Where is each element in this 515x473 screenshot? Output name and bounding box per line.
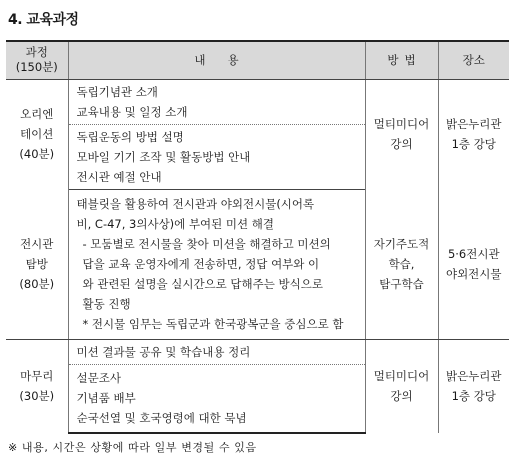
header-course-label: 과정 [25, 45, 48, 60]
course-name-line: 마무리 [20, 369, 54, 384]
table-row [6, 79, 509, 124]
header-course [6, 41, 68, 79]
course-time: (30분) [19, 389, 55, 404]
header-content: 내용 [68, 41, 365, 79]
content-cell [68, 79, 365, 124]
content-line: 와 관련된 설명을 실시간으로 답해주는 방식으로 [82, 277, 323, 291]
course-name-line: 오리엔 [20, 107, 54, 122]
table-row [6, 339, 509, 364]
course-name-line: 탐방 [25, 256, 48, 271]
content-cell [68, 339, 365, 364]
method-cell [365, 79, 438, 189]
place-line: 1층 강당 [451, 389, 496, 404]
content-cell [68, 364, 365, 433]
method-line: 자기주도적 [373, 236, 430, 251]
place-line: 야외전시물 [445, 266, 502, 281]
section-title: 4. 교육과정 [8, 12, 79, 28]
course-time: (40분) [19, 147, 55, 162]
method-line: 탐구학습 [379, 276, 424, 291]
method-line: 강의 [390, 389, 413, 404]
content-line: 독립운동의 방법 설명 [76, 129, 184, 144]
place-cell [438, 79, 509, 189]
content-line: 미션 결과물 공유 및 학습내용 정리 [76, 344, 251, 359]
course-name-closing [6, 339, 68, 433]
content-line: 설문조사 [76, 371, 121, 386]
place-line: 밝은누리관 [445, 369, 502, 384]
content-line: 비, C-47, 3의사상)에 부여된 미션 해결 [76, 217, 275, 231]
curriculum-table [6, 40, 509, 434]
place-line: 밝은누리관 [445, 117, 502, 132]
method-cell [365, 189, 438, 339]
header-place: 장소 [438, 41, 509, 79]
method-line: 멀티미디어 [373, 117, 430, 132]
course-time: (80분) [19, 276, 55, 291]
content-line: 모바일 기기 조작 및 활동방법 안내 [76, 149, 251, 164]
content-line: 답을 교육 운영자에게 전송하면, 정답 여부와 이 [82, 257, 320, 271]
method-cell [365, 339, 438, 433]
content-line: 태블릿을 활용하여 전시관과 야외전시물(시어록 [76, 197, 315, 211]
course-name-exhibition [6, 189, 68, 339]
content-cell [68, 189, 365, 339]
table-header-row [6, 41, 509, 79]
content-note: * 전시물 임무는 독립군과 한국광복군을 중심으로 함 [82, 317, 344, 331]
method-line: 멀티미디어 [373, 369, 430, 384]
header-method: 방법 [365, 41, 438, 79]
method-line: 강의 [390, 137, 413, 152]
table-row [6, 189, 509, 339]
content-line: 순국선열 및 호국영령에 대한 묵념 [76, 411, 247, 426]
content-line: 독립기념관 소개 [76, 84, 158, 99]
place-cell [438, 189, 509, 339]
content-line: 활동 진행 [82, 297, 131, 311]
content-line: - 모둠별로 전시물을 찾아 미션을 해결하고 미션의 [82, 237, 331, 251]
place-cell [438, 339, 509, 433]
place-line: 1층 강당 [451, 137, 496, 152]
content-line: 기념품 배부 [76, 391, 136, 406]
course-name-line: 테이션 [20, 127, 54, 142]
course-name-line: 전시관 [20, 236, 54, 251]
content-line: 전시관 예절 안내 [76, 169, 162, 184]
place-line: 5·6전시관 [447, 246, 500, 261]
content-cell [68, 124, 365, 189]
content-line: 교육내용 및 일정 소개 [76, 104, 188, 119]
method-line: 학습, [388, 256, 415, 271]
header-course-time: (150분) [15, 60, 58, 75]
footnote: ※ 내용, 시간은 상황에 따라 일부 변경될 수 있음 [8, 441, 257, 454]
course-name-orientation [6, 79, 68, 189]
